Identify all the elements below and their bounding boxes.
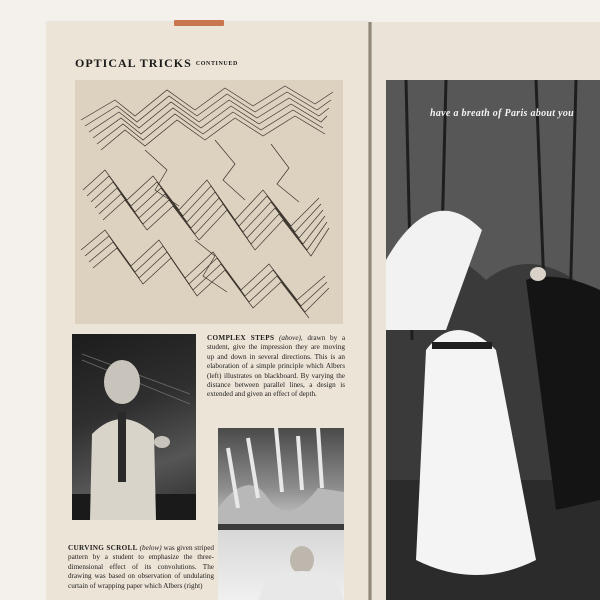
curving-scroll-caption-text: was given striped pattern by a student to emphasize the three-dimensional effect of its convolutions. The drawing was based on observation of undulating curtain of wrapping paper which Albers (right): [68, 544, 214, 590]
albers-figure: [72, 334, 196, 520]
curving-scroll-caption-ref: (below): [139, 544, 162, 552]
section-continued-label: CONTINUED: [195, 61, 238, 67]
curving-scroll-caption: [68, 544, 214, 591]
page-gutter: [368, 22, 372, 600]
curving-scroll-photo: [218, 428, 344, 600]
paris-headline: have a breath of Paris about you: [430, 108, 575, 119]
section-header: [75, 56, 238, 71]
paris-scene: [386, 80, 600, 600]
complex-steps-caption-ref: (above): [278, 334, 301, 342]
complex-steps-lines: [75, 80, 343, 324]
paris-fashion-photo: [386, 80, 600, 600]
complex-steps-caption-lead: COMPLEX STEPS: [207, 334, 275, 342]
page-tab-marker: [174, 20, 224, 26]
complex-steps-caption: [207, 334, 345, 400]
complex-steps-drawing: [75, 80, 343, 324]
curving-scroll-figure: [218, 428, 344, 600]
albers-blackboard-photo: [72, 334, 196, 520]
complex-steps-caption-text: , drawn by a student, give the impression they are moving up and down in several directions. This is an elaboration of a simple principle which Albers (left) illustrates on blackboard. By varying the distance between parallel lines, a design is extended and given an effect of depth.: [207, 334, 346, 399]
section-title: OPTICAL TRICKS: [75, 56, 192, 70]
curving-scroll-caption-lead: CURVING SCROLL: [68, 544, 138, 552]
